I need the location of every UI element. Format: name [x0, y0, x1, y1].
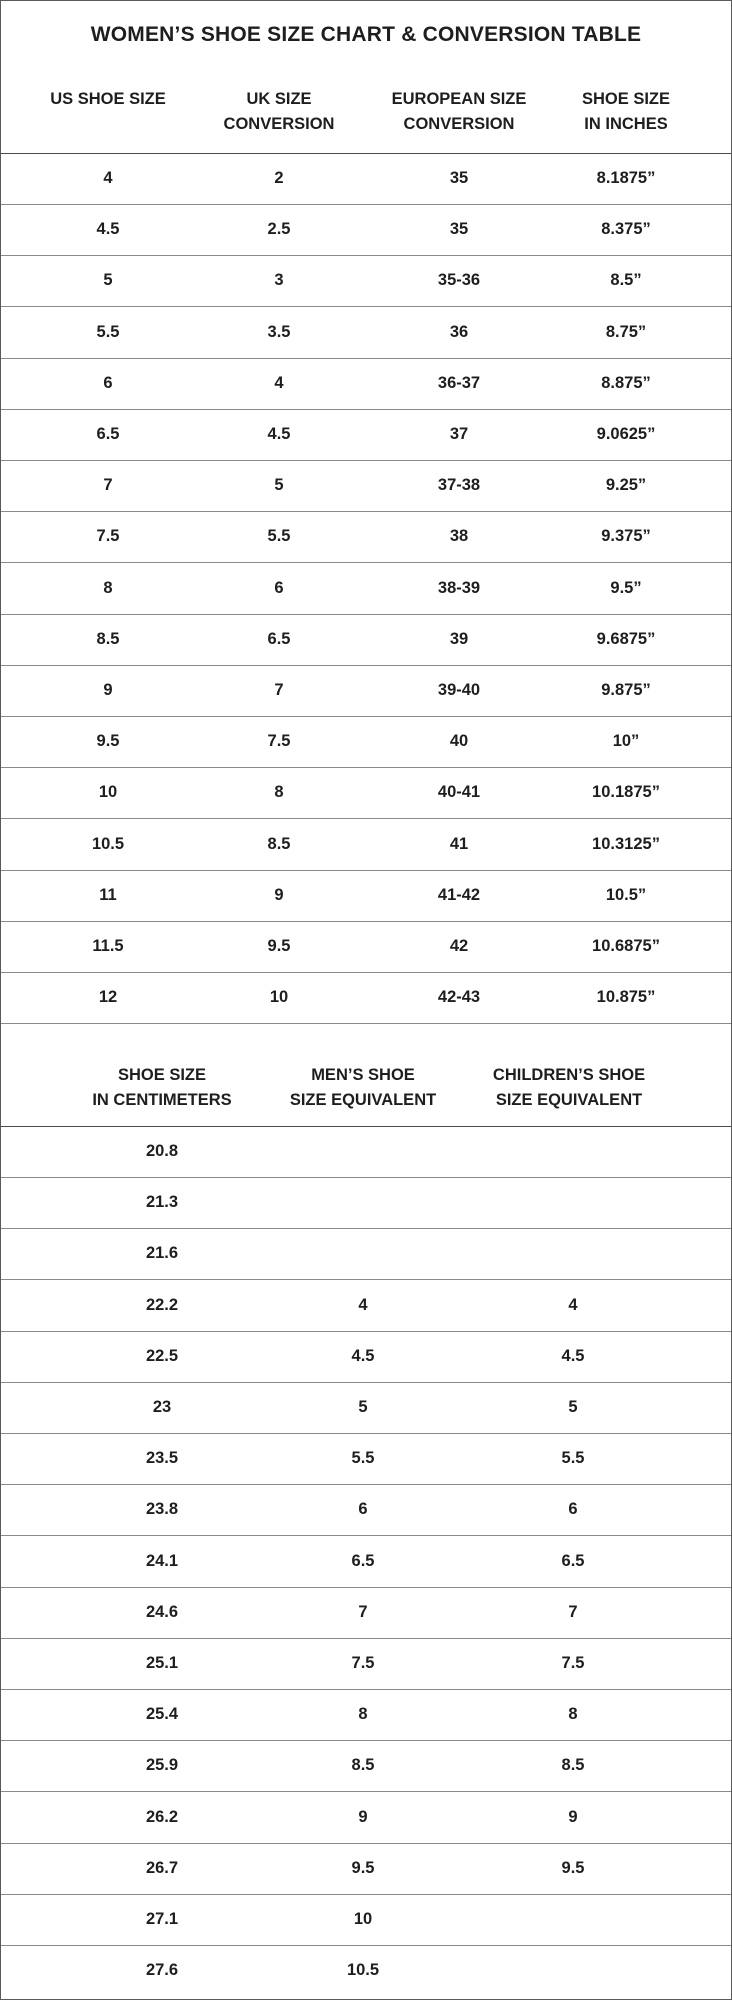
- cm-size-table-row: [1, 1689, 731, 1741]
- us-size-table-row: [1, 767, 731, 819]
- us-size-table-cell: 40-41: [437, 783, 481, 802]
- us-size-table-cell: 9.0625”: [596, 425, 656, 443]
- cm-size-table-cell: 4: [358, 1295, 368, 1314]
- cm-size-table-row: [1, 1280, 731, 1332]
- cm-size-table-cell: 4.5: [561, 1346, 585, 1365]
- us-size-table-cell: 8.1875”: [596, 169, 656, 187]
- cm-size-table-cell: 8: [568, 1705, 578, 1724]
- us-size-table-cell: 4.5: [267, 425, 291, 443]
- us-size-table-cell: 6: [103, 373, 113, 392]
- cm-size-table-cell: 7: [568, 1602, 578, 1621]
- us-size-table-cell: 9.5: [267, 937, 291, 955]
- cm-size-table-cell: 8.5: [351, 1756, 375, 1775]
- us-size-table-row: [1, 511, 731, 563]
- us-size-table-cell: 3.5: [267, 322, 291, 341]
- us-size-table-cell: 8.75”: [605, 322, 647, 341]
- us-size-table-cell: 10: [98, 783, 118, 802]
- us-size-table-cell: 35: [449, 220, 469, 239]
- cm-size-table-column-header: MEN’S SHOE SIZE EQUIVALENT: [289, 1066, 437, 1109]
- us-size-table-cell: 9: [274, 885, 284, 904]
- cm-size-table-cell: 5: [358, 1398, 368, 1416]
- cm-size-table-cell: 23.5: [145, 1449, 179, 1468]
- cm-size-table-row: [1, 1331, 731, 1383]
- us-size-table-cell: 8.875”: [601, 373, 651, 392]
- cm-size-table-cell: [283, 1228, 443, 1279]
- us-size-table-cell: 41: [449, 834, 469, 853]
- us-size-table-cell: 38: [449, 527, 469, 546]
- cm-size-table-cell: [493, 1126, 653, 1177]
- us-size-table-cell: 10.5”: [605, 885, 647, 904]
- cm-size-table-cell: 20.8: [145, 1142, 179, 1160]
- cm-size-table-cell: 10: [353, 1910, 373, 1928]
- cm-size-table-cell: 27.6: [145, 1961, 179, 1980]
- cm-size-table-cell: 6.5: [561, 1551, 585, 1570]
- us-size-table-cell: 10.1875”: [592, 783, 660, 802]
- us-size-table-column-header: UK SIZE CONVERSION: [223, 90, 335, 133]
- us-size-table-cell: 9.375”: [601, 527, 651, 546]
- cm-size-table-row: [1, 1228, 731, 1280]
- us-size-table-cell: 7.5: [96, 527, 120, 546]
- cm-size-table-cell: 7.5: [561, 1654, 585, 1672]
- us-size-table-cell: 7: [274, 681, 284, 699]
- us-size-table-row: [1, 153, 731, 205]
- cm-size-table-cell: [493, 1177, 653, 1228]
- cm-size-table-cell: 5.5: [561, 1449, 585, 1468]
- us-size-table-row: [1, 358, 731, 410]
- us-size-table-cell: 39: [449, 629, 469, 648]
- cm-size-table-row: [1, 1740, 731, 1792]
- us-size-table-cell: 5: [103, 271, 113, 290]
- us-size-table-row: [1, 819, 731, 871]
- us-size-table-row: [1, 972, 731, 1024]
- us-size-table-cell: 9.25”: [605, 476, 647, 495]
- cm-size-table-row: [1, 1382, 731, 1434]
- cm-size-table-row: [1, 1638, 731, 1690]
- us-size-table-header-row: [1, 1, 731, 154]
- us-size-table-cell: 8.5: [96, 629, 120, 648]
- us-size-table-cell: 8.5”: [610, 271, 642, 290]
- cm-size-table-row: [1, 1587, 731, 1639]
- page-title: WOMEN’S SHOE SIZE CHART & CONVERSION TABLE: [90, 23, 642, 46]
- cm-size-table-header-row: [1, 1029, 731, 1127]
- us-size-table-cell: 42-43: [437, 988, 481, 1007]
- us-size-table-cell: 42: [449, 937, 469, 955]
- us-size-table-cell: 9.5”: [610, 578, 642, 597]
- cm-size-table-cell: [283, 1177, 443, 1228]
- cm-size-table-column-header: SHOE SIZE IN CENTIMETERS: [92, 1066, 232, 1109]
- us-size-table-row: [1, 307, 731, 359]
- cm-size-table-row: [1, 1792, 731, 1844]
- cm-size-table-cell: 25.9: [145, 1756, 179, 1775]
- us-size-table-cell: 4: [103, 169, 113, 187]
- us-size-table-cell: 4.5: [96, 220, 120, 239]
- cm-size-table-cell: 6: [568, 1500, 578, 1519]
- cm-size-table-cell: 26.7: [145, 1858, 179, 1877]
- cm-size-table-row: [1, 1177, 731, 1229]
- us-size-table-row: [1, 665, 731, 717]
- us-size-table-row: [1, 460, 731, 512]
- us-size-table-cell: 10: [269, 988, 289, 1007]
- us-size-table-cell: 8.5: [267, 834, 291, 853]
- us-size-table-cell: 6: [274, 578, 284, 597]
- us-size-table-row: [1, 204, 731, 256]
- cm-size-table-cell: 23: [152, 1398, 172, 1416]
- us-size-table-row: [1, 870, 731, 922]
- us-size-table-cell: 39-40: [437, 681, 481, 699]
- cm-size-table-cell: 7: [358, 1602, 368, 1621]
- cm-size-table-row: [1, 1433, 731, 1485]
- us-size-table-cell: 9.6875”: [596, 629, 656, 648]
- us-size-table-cell: 11: [99, 885, 117, 904]
- cm-size-table-cell: 9: [568, 1807, 578, 1826]
- us-size-table-cell: 9.5: [96, 732, 120, 751]
- cm-size-table-cell: 5: [568, 1398, 578, 1416]
- cm-size-table-cell: 9.5: [561, 1858, 585, 1877]
- us-size-table-cell: 2.5: [267, 220, 291, 239]
- us-size-table-row: [1, 716, 731, 768]
- us-size-table-cell: 3: [274, 271, 284, 290]
- cm-size-table-row: [1, 1126, 731, 1178]
- us-size-table-cell: 36-37: [437, 373, 481, 392]
- us-size-table-cell: 35: [449, 169, 469, 187]
- us-size-table-cell: 5: [274, 476, 284, 495]
- us-size-table-row: [1, 921, 731, 973]
- cm-size-table-cell: 27.1: [145, 1910, 179, 1928]
- us-size-table-cell: 4: [274, 373, 284, 392]
- us-size-table-cell: 36: [449, 322, 469, 341]
- cm-size-table-column-header: CHILDREN’S SHOE SIZE EQUIVALENT: [492, 1066, 646, 1109]
- us-size-table-column-header: EUROPEAN SIZE CONVERSION: [391, 90, 527, 133]
- cm-size-table-cell: 6: [358, 1500, 368, 1519]
- us-size-table-cell: 7: [103, 476, 113, 495]
- cm-size-table-cell: 25.4: [145, 1705, 179, 1724]
- cm-size-table-cell: 9.5: [351, 1858, 375, 1877]
- cm-size-table-cell: 4: [568, 1295, 578, 1314]
- us-size-table-cell: 10”: [612, 732, 640, 751]
- cm-size-table-cell: 25.1: [145, 1654, 179, 1672]
- cm-size-table-row: [1, 1894, 731, 1946]
- cm-size-table-cell: [283, 1126, 443, 1177]
- us-size-table-cell: 6.5: [96, 425, 120, 443]
- us-size-table-cell: 11.5: [92, 937, 124, 955]
- cm-size-table-cell: 21.6: [145, 1244, 179, 1263]
- us-size-table-column-header: US SHOE SIZE: [50, 90, 166, 108]
- cm-size-table-cell: [493, 1894, 653, 1945]
- cm-size-table-row: [1, 1945, 731, 1996]
- cm-size-table-cell: 4.5: [351, 1346, 375, 1365]
- cm-size-table-cell: 8.5: [561, 1756, 585, 1775]
- cm-size-table-row: [1, 1484, 731, 1536]
- us-size-table-row: [1, 255, 731, 307]
- cm-size-table-cell: 10.5: [346, 1961, 380, 1980]
- us-size-table-cell: 10.875”: [596, 988, 656, 1007]
- us-size-table-cell: 7.5: [267, 732, 291, 751]
- us-size-table-cell: 40: [449, 732, 469, 751]
- us-size-table-row: [1, 563, 731, 615]
- us-size-table-cell: 37: [449, 425, 469, 443]
- us-size-table-column-header: SHOE SIZE IN INCHES: [581, 90, 671, 133]
- cm-size-table-cell: 8: [358, 1705, 368, 1724]
- cm-size-table-cell: 24.6: [145, 1602, 179, 1621]
- us-size-table-cell: 9.875”: [601, 681, 651, 699]
- cm-size-table-cell: [493, 1228, 653, 1279]
- us-size-table-cell: 12: [98, 988, 118, 1007]
- cm-size-table-cell: 21.3: [145, 1193, 179, 1212]
- cm-size-table-cell: 23.8: [145, 1500, 179, 1519]
- us-size-table-cell: 10.5: [91, 834, 125, 853]
- us-size-table-cell: 5.5: [267, 527, 291, 546]
- cm-size-table-row: [1, 1843, 731, 1895]
- us-size-table-cell: 38-39: [437, 578, 481, 597]
- us-size-table-cell: 37-38: [437, 476, 481, 495]
- us-size-table-cell: 10.3125”: [592, 834, 660, 853]
- us-size-table-cell: 8: [274, 783, 284, 802]
- us-size-table-cell: 2: [274, 169, 284, 187]
- cm-size-table-cell: 9: [358, 1807, 368, 1826]
- us-size-table-cell: 9: [103, 681, 113, 699]
- us-size-table-cell: 41-42: [437, 885, 481, 904]
- cm-size-table-cell: 22.5: [145, 1346, 179, 1365]
- us-size-table-cell: 5.5: [96, 322, 120, 341]
- us-size-table-row: [1, 409, 731, 461]
- cm-size-table-cell: 6.5: [351, 1551, 375, 1570]
- us-size-table-cell: 6.5: [267, 629, 291, 648]
- cm-size-table-cell: 22.2: [145, 1295, 179, 1314]
- us-size-table-cell: 10.6875”: [592, 937, 660, 955]
- cm-size-table-cell: 26.2: [145, 1807, 179, 1826]
- cm-size-table-cell: 7.5: [351, 1654, 375, 1672]
- us-size-table-cell: 35-36: [437, 271, 481, 290]
- us-size-table-cell: 8.375”: [601, 220, 651, 239]
- cm-size-table-cell: 5.5: [351, 1449, 375, 1468]
- cm-size-table-cell: [493, 1945, 653, 1996]
- us-size-table-cell: 8: [103, 578, 113, 597]
- cm-size-table-row: [1, 1536, 731, 1588]
- cm-size-table-cell: 24.1: [145, 1551, 179, 1570]
- us-size-table-row: [1, 614, 731, 666]
